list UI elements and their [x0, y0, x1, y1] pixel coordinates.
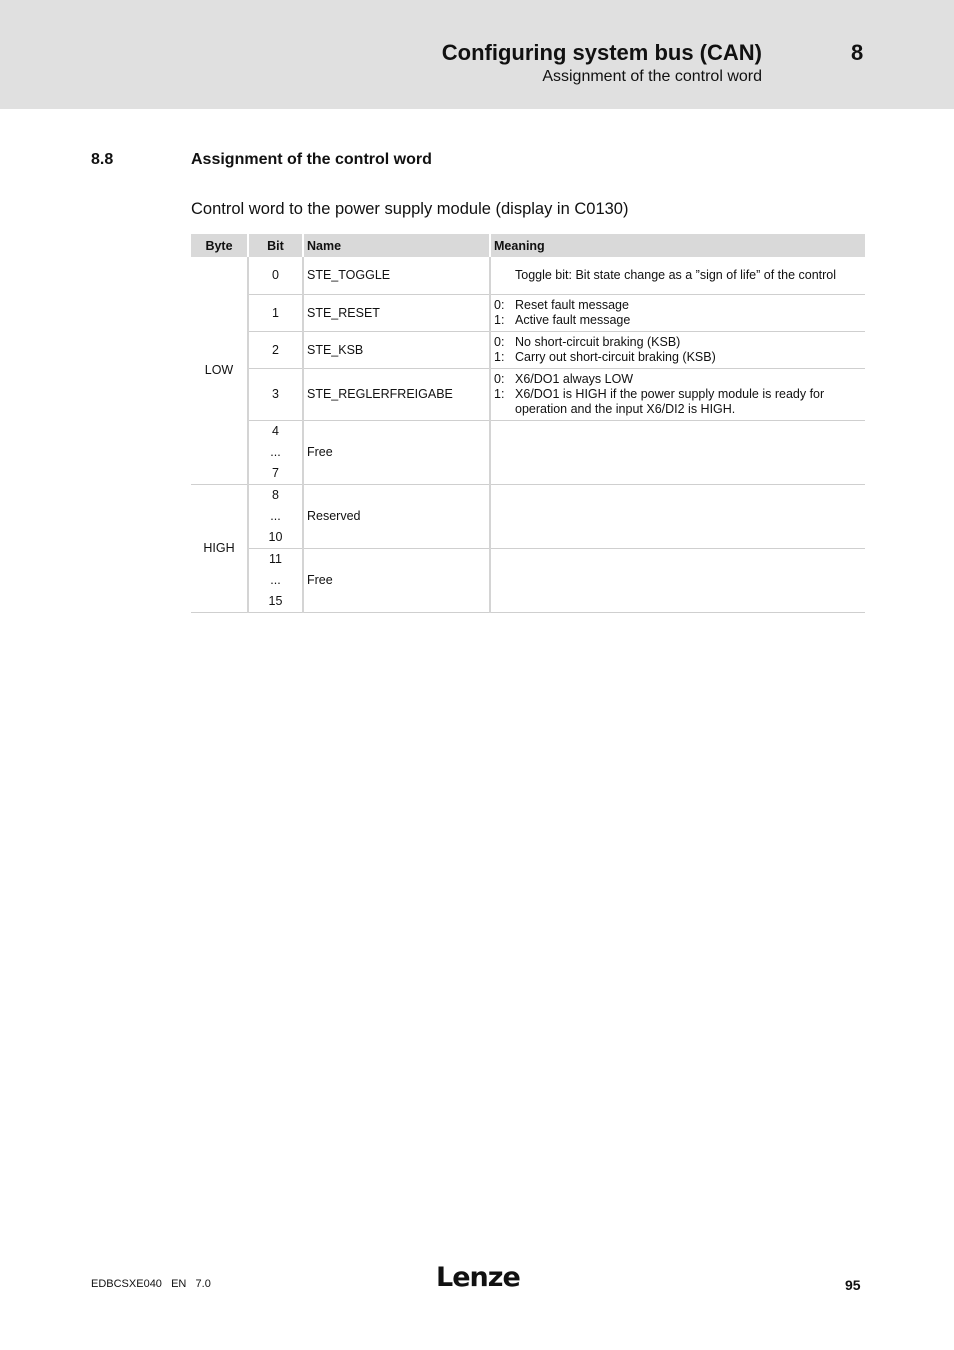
table-caption: Control word to the power supply module (display in C0130): [191, 200, 629, 218]
header-name: Name: [303, 234, 490, 257]
table-row: [191, 420, 865, 484]
table-row: [191, 331, 865, 368]
page-number: 95: [845, 1277, 861, 1293]
bit-cell: 0: [248, 257, 303, 294]
header-meaning: Meaning: [490, 234, 865, 257]
header-byte: Byte: [191, 234, 248, 257]
chapter-title: Configuring system bus (CAN): [441, 40, 762, 65]
byte-low: LOW: [191, 257, 248, 484]
bit-range-cell: 8 ... 10: [248, 484, 303, 548]
table-row: [191, 368, 865, 420]
meaning-cell: [490, 484, 865, 548]
control-word-table: [191, 234, 865, 613]
name-cell: Free: [303, 548, 490, 612]
table-row: [191, 257, 865, 294]
name-cell: Free: [303, 420, 490, 484]
table-row: [191, 548, 865, 612]
name-cell: Reserved: [303, 484, 490, 548]
table-header-row: [191, 234, 865, 257]
meaning-cell: 0: Reset fault message 1: Active fault message: [490, 294, 865, 331]
bit-cell: 2: [248, 331, 303, 368]
section-title: Assignment of the control word: [191, 151, 432, 168]
chapter-number: 8: [851, 40, 864, 65]
name-cell: STE_KSB: [303, 331, 490, 368]
meaning-cell: 0: X6/DO1 always LOW 1: X6/DO1 is HIGH if the power supply module is ready for operation and the input X6/DI2 is HIGH.: [490, 368, 865, 420]
header-bit: Bit: [248, 234, 303, 257]
section-number: 8.8: [91, 151, 114, 168]
bit-cell: 1: [248, 294, 303, 331]
lenze-logo: Lenze: [436, 1262, 520, 1293]
meaning-cell: [490, 548, 865, 612]
table-row: [191, 294, 865, 331]
meaning-cell: 0: No short-circuit braking (KSB) 1: Carry out short-circuit braking (KSB): [490, 331, 865, 368]
byte-high: HIGH: [191, 484, 248, 612]
footer-doc-id: EDBCSXE040 EN 7.0: [91, 1278, 211, 1290]
bit-range-cell: 4 ... 7: [248, 420, 303, 484]
meaning-cell: [490, 420, 865, 484]
name-cell: STE_REGLERFREIGABE: [303, 368, 490, 420]
bit-cell: 3: [248, 368, 303, 420]
name-cell: STE_TOGGLE: [303, 257, 490, 294]
name-cell: STE_RESET: [303, 294, 490, 331]
meaning-cell: Toggle bit: Bit state change as a ”sign of life” of the control: [490, 257, 865, 294]
table-row: [191, 484, 865, 548]
chapter-subtitle: Assignment of the control word: [542, 68, 762, 85]
bit-range-cell: 11 ... 15: [248, 548, 303, 612]
